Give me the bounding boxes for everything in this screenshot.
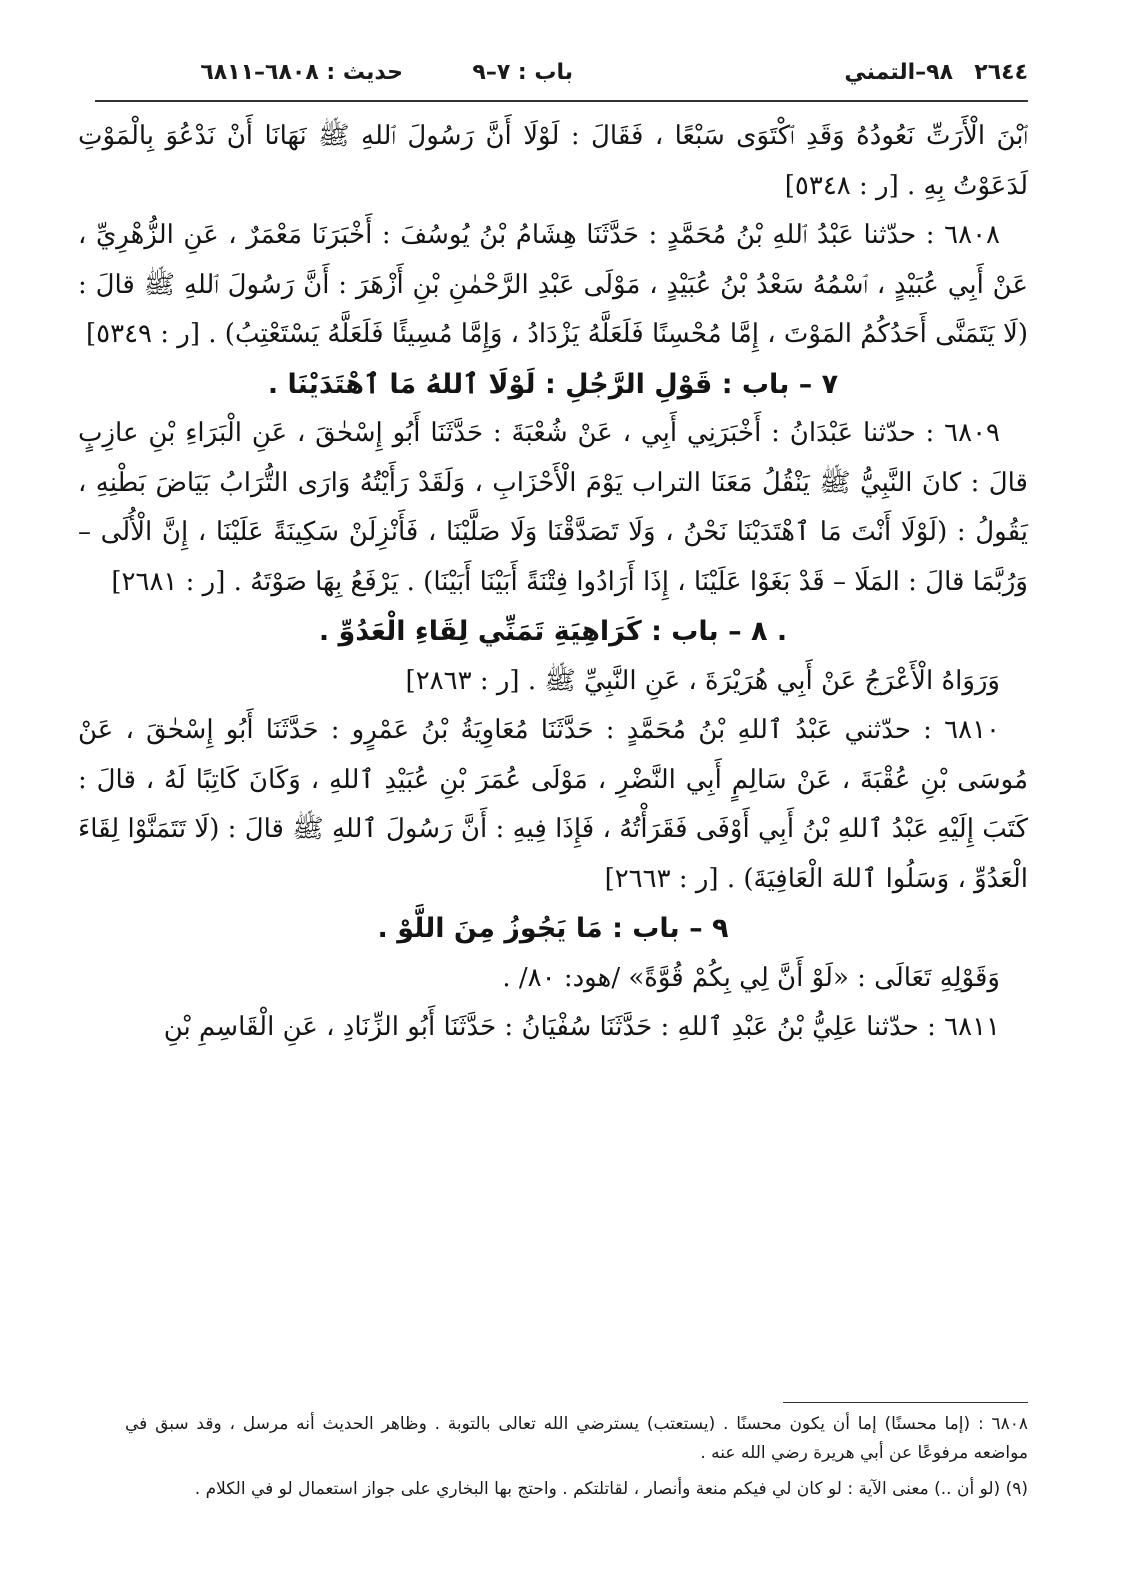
hadith-6809 [78, 409, 1028, 607]
chapter-title-7: ٧ – باب : قَوْلِ الرَّجُلِ : لَوْلَا ٱللهُ مَا ٱهْتَدَيْنَا . [267, 368, 839, 400]
cross-reference: [ر : ٢٨٦٣] [405, 665, 520, 696]
footnote-6808: ٦٨٠٨ : (إما محسنًا) إما أن يكون محسنًا . (يستعتب) يسترضي الله تعالى بالتوبة . وظاهر الحديث أنه مرسل ، وقد سبق في مواضعه مرفوعًا عن أبي هريرة رضي الله عنه . [125, 1414, 1028, 1463]
hadith-6810 [78, 706, 1028, 904]
hadith-6808 [78, 211, 1028, 360]
chapter-title-9: ٩ – باب : مَا يَجُوزُ مِنَ اللَّوْ . [377, 913, 729, 944]
paragraph-text: ٦٨٠٩ : حدّثنا عَبْدَانُ : أَخْبَرَنِي أَبِي ، عَنْ شُعْبَةَ : حَدَّثَنَا أَبُو إِسْحٰقَ ، عَنِ الْبَرَاءِ بْنِ عازِبٍ قالَ : كانَ النَّبِيُّ ﷺ يَنْقُلُ مَعَنَا التراب يَوْمَ الْأَحْزَابِ ، وَلَقَدْ رَأَيْتُهُ وَارَى التُّرَابُ بَيَاضَ بَطْنِهِ ، يَقُولُ : (لَوْلَا أَنْتَ مَا ٱهْتَدَيْنَا نَحْنُ ، وَلَا تَصَدَّقْنَا وَلَا صَلَّيْنَا ، فَأَنْزِلَنْ سَكِينَةً عَلَيْنَا ، إِنَّ الْأُلَى – وَرُبَّمَا قالَ : المَلَا – قَدْ بَغَوْا عَلَيْنَا ، إِذَا أَرَادُوا فِتْنَةً أَبَيْنَا أَبَيْنَا) . يَرْفَعُ بِهَا صَوْتَهُ . [78, 418, 1028, 597]
footnote-rule [783, 1402, 1028, 1403]
header-rule [95, 100, 1028, 102]
running-header [150, 50, 1028, 96]
footnote-9: (٩) (لو أن ..) معنى الآية : لو كان لي فيكم منعة وأنصار ، لقاتلتكم . واحتج بها البخاري على جواز استعمال لو في الكلام . [194, 1479, 1028, 1499]
paragraph-text: وَرَوَاهُ الْأَعْرَجُ عَنْ أَبِي هُرَيْرَةَ ، عَنِ النَّبِيِّ ﷺ . [527, 665, 1000, 696]
hadith-range: حديث : ٦٨٠٨–٦٨١١ [200, 60, 403, 85]
narration-note [78, 657, 1028, 707]
cross-reference: [ر : ٥٣٤٩] [85, 319, 200, 349]
chapter-range: باب : ٧–٩ [472, 60, 573, 85]
cross-reference: [ر : ٥٣٤٨] [784, 170, 899, 201]
cross-reference: [ر : ٢٦٨١] [111, 566, 226, 597]
cross-reference: [ر : ٢٦٦٣] [604, 863, 719, 894]
paragraph-continuation [78, 112, 1028, 211]
paragraph-text: ٦٨١٠ : حدّثني عَبْدُ ٱللهِ بْنُ مُحَمَّدٍ : حَدَّثَنَا مُعَاوِيَةُ بْنُ عَمْرٍو : حَدَّثَنَا أَبُو إِسْحٰقَ ، عَنْ مُوسَى بْنِ عُقْبَةَ ، عَنْ سَالِمٍ أَبِي النَّضْرِ ، مَوْلَى عُمَرَ بْنِ عُبَيْدِ ٱللهِ ، وَكَانَ كَاتِبًا لَهُ ، قالَ : كَتَبَ إِلَيْهِ عَبْدُ ٱللهِ بْنُ أَبِي أَوْفَى فَقَرَأْتُهُ ، فَإِذَا فِيهِ : أَنَّ رَسُولَ ٱللهِ ﷺ قالَ : (لَا تَتَمَنَّوْا لِقَاءَ الْعَدُوِّ ، وَسَلُوا ٱللهَ الْعَافِيَةَ) . [78, 715, 1028, 894]
main-text [78, 112, 1028, 1053]
paragraph-text: ٦٨٠٨ : حدّثنا عَبْدُ ٱللهِ بْنُ مُحَمَّدٍ : حَدَّثَنَا هِشَامُ بْنُ يُوسُفَ : أَخْبَرَنَا مَعْمَرٌ ، عَنِ الزُّهْرِيِّ ، عَنْ أَبِي عُبَيْدٍ ، ٱسْمُهُ سَعْدُ بْنُ عُبَيْدٍ ، مَوْلَى عَبْدِ الرَّحْمٰنِ بْنِ أَزْهَرَ : أَنَّ رَسُولَ ٱللهِ ﷺ قالَ : (لَا يَتَمَنَّى أَحَدُكُمُ المَوْتَ ، إِمَّا مُحْسِنًا فَلَعَلَّهُ يَزْدَادُ ، وَإِمَّا مُسِيئًا فَلَعَلَّهُ يَسْتَعْتِبُ) . [78, 220, 1028, 349]
page-number: ٢٦٤٤ [974, 60, 1028, 85]
book-title: ٩٨–التمني [844, 60, 953, 85]
paragraph-text: ٱبْنَ الْأَرَتِّ نَعُودُهُ وَقَدِ ٱكْتَوَى سَبْعًا ، فَقَالَ : لَوْلَا أَنَّ رَسُولَ ٱللهِ ﷺ نَهَانَا أَنْ نَدْعُوَ بِالْمَوْتِ لَدَعَوْتُ بِهِ . [78, 121, 1028, 201]
hadith-6811: ٦٨١١ : حدّثنا عَلِيُّ بْنُ عَبْدِ ٱللهِ : حَدَّثَنَا سُفْيَانُ : حَدَّثَنَا أَبُو الزِّنَادِ ، عَنِ الْقَاسِمِ بْنِ [163, 1012, 1000, 1042]
chapter-title-8: . ٨ – باب : كَرَاهِيَةِ تَمَنِّي لِقَاءِ الْعَدُوِّ . [318, 616, 788, 647]
quran-verse-line: وَقَوْلِهِ تَعَالَى : «لَوْ أَنَّ لِي بِكُمْ قُوَّةً» /هود: ٨٠/ . [502, 962, 1000, 993]
footnotes [125, 1410, 1028, 1511]
